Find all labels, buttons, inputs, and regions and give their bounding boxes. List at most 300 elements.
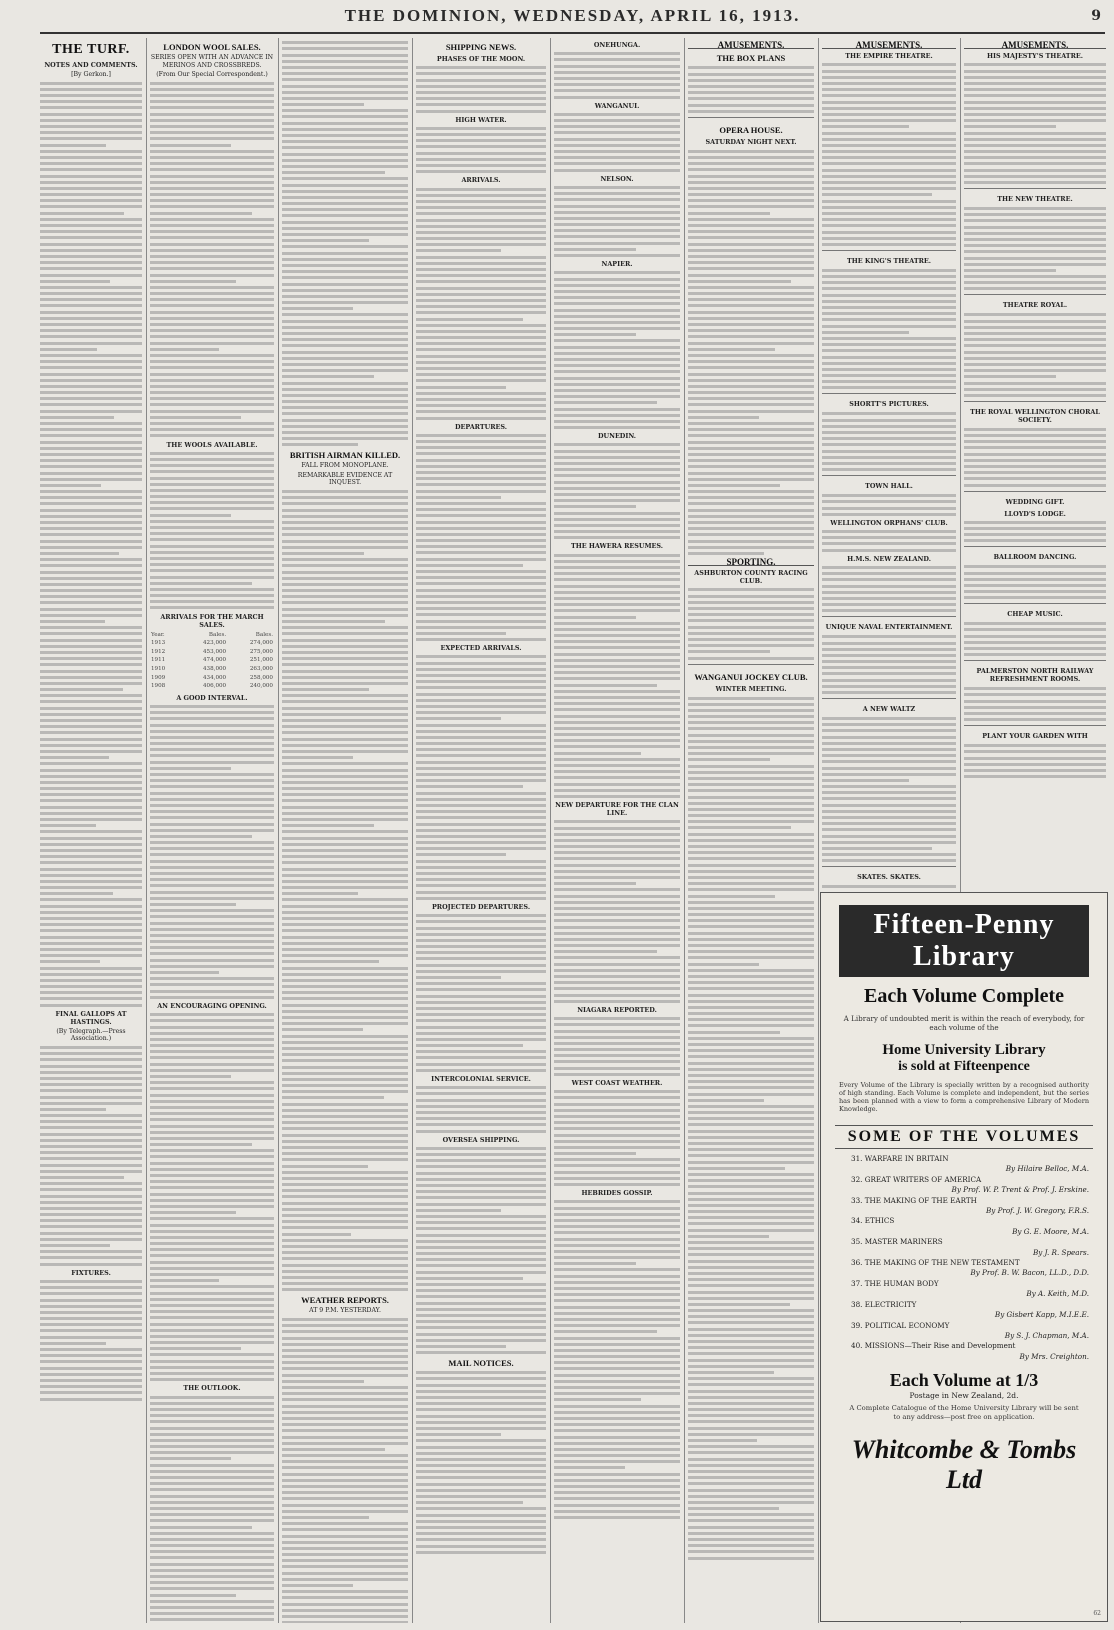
text-line: [688, 181, 814, 184]
text-line: [964, 219, 1106, 222]
text-line: [554, 524, 680, 527]
text-line: [150, 582, 252, 585]
text-line: [282, 670, 408, 673]
text-line: [416, 724, 546, 727]
text-line: [150, 835, 252, 838]
text-line: [964, 138, 1106, 141]
text-line: [688, 833, 814, 836]
text-line: [964, 175, 1106, 178]
text-line: [688, 1136, 814, 1139]
text-line: [282, 564, 408, 567]
text-line: [40, 212, 124, 215]
text-line: [40, 472, 142, 475]
text-line: [688, 286, 814, 289]
ad-code: 62: [1093, 1610, 1101, 1617]
text-line: [40, 434, 142, 437]
text-line: [554, 1287, 680, 1290]
volume-item: [851, 1258, 1089, 1279]
text-line: [688, 91, 814, 94]
text-line: [40, 1108, 106, 1111]
text-line: [416, 219, 546, 222]
text-line: [40, 985, 142, 988]
text-line: [282, 781, 408, 784]
text-line: [416, 1532, 546, 1535]
text-line: [282, 177, 408, 180]
volume-author: By Hilaire Belloc, M.A.: [1005, 1164, 1089, 1174]
text-line: [688, 304, 814, 307]
text-line: [688, 243, 814, 246]
text-line: [688, 1260, 814, 1263]
text-line: [554, 1000, 680, 1003]
text-line: [150, 1353, 274, 1356]
text-line: [150, 1495, 274, 1498]
text-line: [282, 830, 408, 833]
text-line: [282, 1220, 408, 1223]
text-line: [282, 1405, 408, 1408]
text-line: [40, 317, 142, 320]
text-line: [688, 1142, 814, 1145]
text-line: [150, 1168, 274, 1171]
text-line: [150, 606, 274, 609]
text-line: [282, 892, 358, 895]
text-line: [150, 385, 274, 388]
text-line: [416, 496, 501, 499]
text-line: [40, 94, 142, 97]
text-line: [282, 589, 408, 592]
text-line: [554, 919, 680, 922]
text-line: [40, 1342, 106, 1345]
text-line: [416, 982, 546, 985]
text-line: [282, 412, 408, 415]
text-line: [282, 1146, 408, 1149]
text-line: [40, 571, 142, 574]
west-coast-text: [554, 1090, 680, 1186]
text-line: [688, 533, 814, 536]
text-line: [282, 1349, 408, 1352]
text-line: [282, 66, 408, 69]
text-line: [554, 1036, 680, 1039]
text-line: [416, 705, 546, 708]
text-line: [416, 1271, 546, 1274]
text-line: [40, 397, 142, 400]
text-line: [688, 857, 814, 860]
text-line: [282, 109, 408, 112]
text-line: [40, 979, 142, 982]
volume-title: POLITICAL ECONOMY: [864, 1320, 950, 1330]
text-line: [282, 1022, 408, 1025]
text-line: [40, 484, 101, 487]
text-line: [282, 818, 408, 821]
text-line: [688, 607, 814, 610]
text-line: [688, 1012, 814, 1015]
volume-author: By Prof. B. W. Bacon, LL.D., D.D.: [970, 1268, 1089, 1278]
text-line: [416, 1302, 546, 1305]
text-line: [282, 917, 408, 920]
text-line: [416, 274, 546, 277]
text-line: [40, 509, 142, 512]
shortts-pictures-ad: SHORTT'S PICTURES.: [849, 400, 929, 409]
text-line: [150, 922, 274, 925]
text-line: [282, 394, 408, 397]
text-line: [822, 300, 956, 303]
text-line: [554, 591, 680, 594]
text-line: [964, 107, 1106, 110]
text-line: [964, 351, 1106, 354]
moon-phases-heading: PHASES OF THE MOON.: [436, 55, 526, 63]
gallops-body-text: [40, 1046, 142, 1266]
text-line: [964, 653, 1106, 656]
text-line: [150, 897, 274, 900]
text-line: [40, 787, 142, 790]
text-line: [282, 115, 408, 118]
text-line: [282, 1115, 408, 1118]
text-line: [554, 414, 680, 417]
text-line: [282, 1059, 408, 1062]
text-line: [40, 855, 142, 858]
text-line: [150, 853, 274, 856]
volume-item: [851, 1196, 1089, 1217]
text-line: [554, 1423, 680, 1426]
table-header: Bales.: [255, 631, 273, 638]
text-line: [416, 976, 501, 979]
text-line: [282, 146, 408, 149]
text-line: [40, 1058, 142, 1061]
text-line: [282, 868, 408, 871]
text-line: [688, 230, 814, 233]
text-line: [688, 521, 814, 524]
text-line: [554, 603, 680, 606]
text-line: [150, 261, 274, 264]
text-line: [150, 501, 274, 504]
text-line: [416, 626, 546, 629]
text-line: [416, 398, 546, 401]
text-line: [416, 1117, 546, 1120]
text-line: [554, 789, 680, 792]
text-line: [688, 820, 814, 823]
text-line: [282, 1479, 408, 1482]
text-line: [282, 812, 408, 815]
text-line: [282, 954, 408, 957]
text-line: [554, 370, 680, 373]
text-line: [416, 1196, 546, 1199]
text-line: [554, 450, 680, 453]
text-line: [282, 509, 408, 512]
text-line: [150, 495, 274, 498]
text-line: [554, 474, 680, 477]
text-line: [416, 417, 546, 420]
text-line: [416, 91, 546, 94]
text-line: [416, 551, 546, 554]
text-line: [822, 156, 956, 159]
text-line: [688, 845, 814, 848]
text-line: [964, 150, 1106, 153]
text-line: [964, 641, 1106, 644]
text-line: [150, 1594, 236, 1597]
text-line: [282, 849, 408, 852]
text-line: [150, 785, 274, 788]
text-line: [822, 312, 956, 315]
clan-line-heading: NEW DEPARTURE FOR THE CLAN LINE.: [555, 801, 679, 818]
hebrides-heading: HEBRIDES GOSSIP.: [581, 1189, 653, 1198]
text-line: [40, 1250, 142, 1253]
text-line: [150, 366, 274, 369]
text-line: [40, 744, 142, 747]
text-line: [150, 983, 274, 986]
text-line: [554, 481, 680, 484]
text-line: [40, 1317, 142, 1320]
kings-theatre-ad: THE KING'S THEATRE.: [847, 256, 931, 265]
text-line: [964, 320, 1106, 323]
text-line: [150, 354, 274, 357]
text-line: [282, 400, 408, 403]
text-line: [282, 521, 408, 524]
airman-column: [282, 38, 408, 1623]
text-line: [282, 1584, 353, 1587]
text-line: [416, 1032, 546, 1035]
text-line: [554, 560, 680, 563]
text-line: [282, 756, 353, 759]
text-line: [416, 853, 506, 856]
text-line: [688, 1253, 814, 1256]
naval-entertainment-ad: UNIQUE NAVAL ENTERTAINMENT.: [825, 623, 953, 632]
text-line: [688, 379, 814, 382]
text-line: [964, 434, 1106, 437]
text-line: [554, 1262, 636, 1265]
text-line: [282, 1090, 408, 1093]
text-line: [282, 431, 408, 434]
text-line: [150, 1131, 274, 1134]
text-line: [40, 967, 142, 970]
text-line: [554, 752, 641, 755]
fixtures-body-text: [40, 1280, 142, 1401]
text-line: [416, 1026, 546, 1029]
text-line: [282, 843, 408, 846]
text-line: [688, 1359, 814, 1362]
text-line: [40, 1046, 142, 1049]
text-line: [40, 731, 142, 734]
text-line: [282, 1510, 408, 1513]
text-line: [964, 88, 1106, 91]
text-line: [416, 527, 546, 530]
text-line: [282, 688, 369, 691]
text-line: [150, 255, 274, 258]
text-line: [150, 1100, 274, 1103]
library-title: Fifteen-Penny Library: [839, 905, 1089, 977]
text-line: [554, 1256, 680, 1259]
text-line: [688, 650, 770, 653]
library-intro: A Library of undoubted merit is within the reach of everybody, for each volume of the: [843, 1014, 1085, 1032]
text-line: [282, 1535, 408, 1538]
kings-text: [822, 269, 956, 390]
text-line: [416, 1489, 546, 1492]
text-line: [150, 1532, 274, 1535]
text-line: [40, 997, 142, 1000]
text-line: [822, 374, 956, 377]
text-line: [554, 296, 680, 299]
text-line: [282, 165, 408, 168]
text-line: [282, 663, 408, 666]
text-line: [150, 1069, 274, 1072]
library-price-line: is sold at Fifteenpence: [898, 1059, 1030, 1074]
text-line: [40, 1201, 142, 1204]
text-line: [40, 403, 142, 406]
wool-body-text: [150, 82, 274, 438]
text-line: [688, 925, 814, 928]
text-line: [554, 702, 680, 705]
text-line: [40, 886, 142, 889]
text-line: [554, 420, 680, 423]
text-line: [688, 428, 814, 431]
text-line: [282, 382, 408, 385]
text-line: [688, 410, 814, 413]
text-line: [554, 333, 636, 336]
text-line: [40, 682, 142, 685]
text-line: [688, 595, 814, 598]
text-line: [416, 379, 546, 382]
text-line: [40, 837, 142, 840]
text-line: [822, 723, 956, 726]
text-line: [282, 601, 408, 604]
ashburton-text: [688, 588, 814, 659]
text-line: [416, 1320, 546, 1323]
text-line: [40, 1170, 142, 1173]
text-line: [416, 1433, 501, 1436]
text-line: [150, 829, 274, 832]
text-line: [822, 672, 956, 675]
text-line: [40, 175, 142, 178]
table-cell: 406,000: [202, 683, 227, 690]
text-line: [688, 814, 814, 817]
text-line: [150, 1125, 274, 1128]
table-row: [150, 682, 274, 691]
text-line: [688, 496, 814, 499]
text-line: [822, 822, 956, 825]
text-line: [554, 578, 680, 581]
text-line: [822, 660, 956, 663]
text-line: [40, 441, 142, 444]
text-line: [150, 224, 274, 227]
text-line: [282, 657, 408, 660]
text-line: [554, 628, 680, 631]
text-line: [150, 526, 274, 529]
table-cell: 423,000: [202, 640, 227, 647]
lloyds-text: [964, 521, 1106, 543]
text-line: [282, 744, 408, 747]
text-line: [150, 946, 274, 949]
text-line: [822, 437, 956, 440]
text-line: [40, 670, 142, 673]
text-line: [688, 1396, 814, 1399]
text-line: [150, 1612, 274, 1615]
text-line: [554, 169, 680, 172]
text-line: [416, 1013, 546, 1016]
text-line: [150, 724, 274, 727]
text-line: [150, 218, 274, 221]
text-line: [40, 502, 142, 505]
text-line: [282, 295, 408, 298]
text-line: [40, 113, 142, 116]
text-line: [964, 757, 1106, 760]
text-line: [554, 1281, 680, 1284]
text-line: [282, 208, 408, 211]
text-line: [554, 1312, 680, 1315]
text-line: [282, 153, 408, 156]
text-line: [416, 280, 546, 283]
text-line: [40, 193, 142, 196]
text-line: [688, 1049, 814, 1052]
text-line: [150, 181, 274, 184]
expected-arrivals-heading: EXPECTED ARRIVALS.: [440, 644, 522, 653]
text-line: [688, 1402, 814, 1405]
text-line: [554, 205, 680, 208]
catalogue-note: A Complete Catalogue of the Home University Library will be sent to any address—post free on application.: [849, 1404, 1079, 1421]
text-line: [150, 1081, 274, 1084]
text-line: [40, 410, 142, 413]
text-line: [688, 1470, 814, 1473]
amusements-column-3: [964, 38, 1106, 888]
amusements-heading: AMUSEMENTS.: [688, 42, 814, 49]
library-advertisement: [820, 892, 1108, 1622]
text-line: [282, 1035, 408, 1038]
text-line: [822, 362, 956, 365]
text-line: [282, 1041, 408, 1044]
winter-meeting-heading: WINTER MEETING.: [715, 684, 787, 693]
text-line: [416, 85, 546, 88]
text-line: [964, 394, 1106, 397]
text-line: [688, 1458, 814, 1461]
text-line: [40, 1077, 142, 1080]
text-line: [282, 1208, 408, 1211]
text-line: [554, 89, 680, 92]
text-line: [150, 452, 274, 455]
text-line: [40, 1348, 142, 1351]
text-line: [150, 841, 274, 844]
text-line: [40, 601, 142, 604]
text-line: [150, 996, 274, 999]
text-line: [416, 1277, 523, 1280]
text-line: [416, 933, 546, 936]
text-line: [688, 447, 814, 450]
text-line: [688, 1433, 814, 1436]
text-line: [822, 269, 956, 272]
text-line: [282, 620, 385, 623]
text-line: [554, 52, 680, 55]
text-line: [688, 626, 814, 629]
theatre-royal-text: [964, 313, 1106, 396]
opera-house-text: [688, 150, 814, 555]
orphans-club-ad: WELLINGTON ORPHANS' CLUB.: [830, 518, 948, 527]
text-line: [688, 758, 770, 761]
text-line: [554, 1516, 680, 1519]
table-cell: 263,000: [249, 666, 273, 672]
text-line: [150, 1285, 274, 1288]
text-line: [150, 576, 274, 579]
text-line: [554, 907, 680, 910]
text-line: [964, 527, 1106, 530]
text-line: [416, 164, 546, 167]
text-line: [554, 882, 636, 885]
text-line: [416, 829, 546, 832]
text-line: [688, 1451, 814, 1454]
text-line: [554, 1411, 680, 1414]
text-line: [40, 663, 142, 666]
text-line: [282, 72, 408, 75]
text-line: [150, 137, 274, 140]
text-line: [282, 313, 408, 316]
text-line: [282, 369, 408, 372]
text-line: [688, 1495, 814, 1498]
text-line: [688, 1501, 814, 1504]
